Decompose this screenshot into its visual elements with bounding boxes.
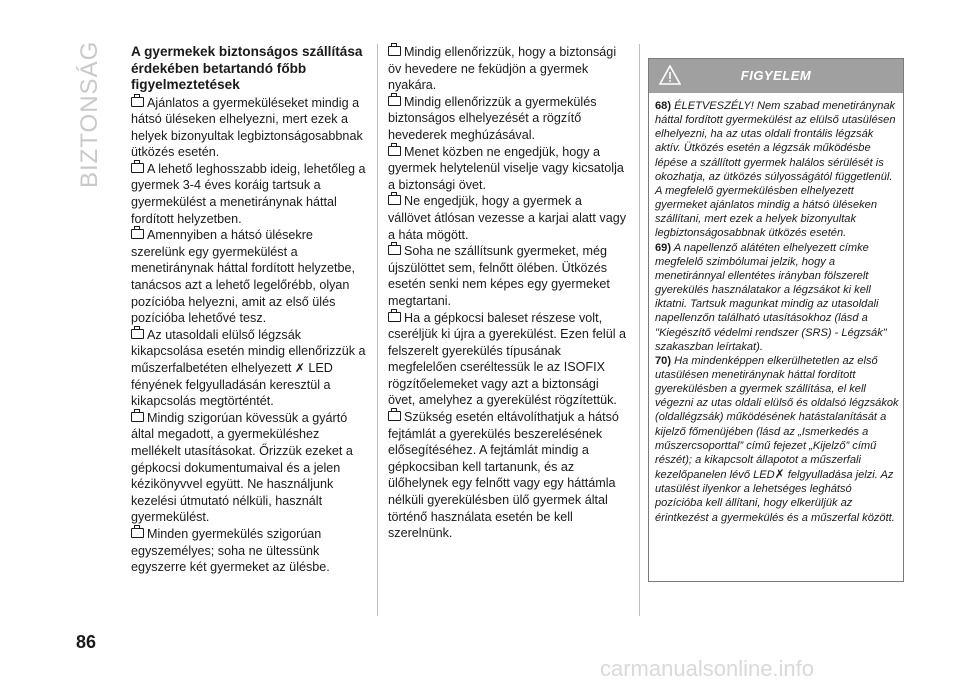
section-heading: A gyermekek biztonságos szállítása érdekében betartandó főbb figyelmeztetések <box>131 44 363 92</box>
warning-item: 70) Ha mindenképpen elkerülhetetlen az első utasülésen menetiránynak háttal fordított gyerekülésben a gyermek szállítása, el kell végezni az utas oldali elülső és oldalsó légzsákok (oldallégzsák) működésének hatástalanítását a kijelző főmenüjében (lásd az „Ismerkedés a műszercsoporttal” című fejezet „Kijelző” című részét); a kikapcsolt állapotot a műszerfali kezelőpanelen lévő LED✗ felgyulladása jelzi. Az utasülést ilyenkor a lehetséges leghátsó pozícióba kell állítani, hogy elkerüljük az érintkezést a gyermekülés és a műszerfal között. <box>655 354 899 524</box>
column-2 <box>388 44 628 542</box>
bullet-paragraph: Soha ne szállítsunk gyermeket, még újszülöttet sem, felnőtt ölében. Ütközés esetén senki nem képes egy gyermeket megtartani. <box>388 244 610 308</box>
bullet-paragraph: Ha a gépkocsi baleset részese volt, cseréljük ki újra a gyerekülést. Ezen felül a felszerelt gyerekülés típusának megfelelően cseréltessük le az ISOFIX rögzítőelemeket vagy azt a biztonsági övet, amelyhez a gyerekülést rögzítettük. <box>388 310 626 408</box>
warning-item: 68) ÉLETVESZÉLY! Nem szabad menetiránynak háttal fordított gyermekülést az elülső utasülésen elhelyezni, ha az utas oldali frontális légzsák aktív. Ütközés esetén a légzsák működésbe lépése a szállított gyermek halálos sérülését is okozhatja, az ütközés súlyosságától függetlenül. A megfelelő gyermekülésben elhelyezett gyermeket ajánlatos mindig a hátsó üléseken szállítani, mert ezek a helyek bizonyultak legbiztonságosabbnak ütközés esetén. <box>655 100 896 240</box>
column-divider <box>639 44 640 616</box>
watermark: carmanualsonline.info <box>600 656 815 681</box>
child-seat-icon <box>131 412 144 422</box>
child-seat-icon <box>131 97 144 107</box>
bullet-paragraph: A lehető leghosszabb ideig, lehetőleg a gyermek 3-4 éves koráig tartsuk a gyermekülést a menetiránynak háttal fordított helyzetben. <box>131 161 366 226</box>
child-seat-icon <box>388 146 401 156</box>
airbag-off-icon: ✗ <box>294 361 305 375</box>
child-seat-icon <box>388 245 401 255</box>
child-seat-icon <box>388 195 401 205</box>
bullet-paragraph: Szükség esetén eltávolíthatjuk a hátsó fejtámlát a gyerekülés beszerelésének elősegítéséhez. A fejtámlát mindig a gépkocsiban kell tartanunk, és az ülőhelynek egy felnőtt vagy egy háttámla nélküli gyerekülésben ülő gyermek által történő használata esetén be kell szerelnünk. <box>388 410 619 541</box>
child-seat-icon <box>388 46 401 56</box>
child-seat-icon <box>131 229 144 239</box>
page-number: 86 <box>76 632 97 652</box>
bullet-paragraph: Az utasoldali elülső légzsák kikapcsolása esetén mindig ellenőrizzük a műszerfalbetéten elhelyezett ✗ LED fényének felgyulladásán keresztül a kikapcsolás megtörténtét. <box>131 327 366 409</box>
bullet-paragraph: Minden gyermekülés szigorúan egyszemélyes; soha ne ültessünk egyszerre két gyermeket az ülésbe. <box>131 526 330 575</box>
child-seat-icon <box>388 96 401 106</box>
child-seat-icon <box>388 312 401 322</box>
warning-header <box>649 59 903 93</box>
child-seat-icon <box>388 411 401 421</box>
warning-item: 69) A napellenző alátéten elhelyezett címke megfelelő szimbólumai jelzik, hogy a menetiránnyal ellentétes irányban fölszerelt gyerekülés használatakor a légzsákot ki kell iktatni. Tartsuk magunkat mindig az utasoldali napellenzőn található utasításokhoz (lásd a "Kiegészítő védelmi rendszer (SRS) - Légzsák" szakaszban leírtakat). <box>655 241 887 353</box>
bullet-paragraph: Mindig ellenőrizzük, hogy a biztonsági öv hevedere ne feküdjön a gyermek nyakára. <box>388 45 617 93</box>
section-side-tab <box>72 40 112 188</box>
bullet-paragraph: Amennyiben a hátsó ülésekre szerelünk egy gyermekülést a menetiránynak háttal fordított helyzetbe, tanácsos azt a lehető legelőrébb, olyan pozícióba helyezni, amit az első ülés pozícióba lehetővé tesz. <box>131 228 356 326</box>
section-side-tab-label: BIZTONSÁG <box>76 40 103 188</box>
child-seat-icon <box>131 163 144 173</box>
warning-title: FIGYELEM <box>740 68 812 83</box>
column-divider <box>377 44 378 616</box>
child-seat-icon <box>131 329 144 339</box>
warning-body <box>649 93 903 525</box>
bullet-paragraph: Ne engedjük, hogy a gyermek a vállövet átlósan vezesse a karjai alatt vagy a háta mögött. <box>388 194 627 242</box>
airbag-off-icon: ✗ <box>774 467 785 482</box>
bullet-paragraph: Mindig ellenőrizzük a gyermekülés biztonságos elhelyezését a rögzítő hevederek meghúzásával. <box>388 94 597 142</box>
column-1 <box>131 44 367 576</box>
bullet-paragraph: Mindig szigorúan kövessük a gyártó által megadott, a gyermeküléshez mellékelt utasításokat. Őrizzük ezeket a gépkocsi dokumentumaival és a jelen kézikönyvvel együtt. Ne használjunk kezelési útmutató nélküli, használt gyermekülést. <box>131 410 353 525</box>
bullet-paragraph: Ajánlatos a gyermeküléseket mindig a hátsó üléseken elhelyezni, mert ezek a helyek bizonyultak legbiztonságosabbnak ütközés esetén. <box>131 95 363 160</box>
child-seat-icon <box>131 528 144 538</box>
bullet-paragraph: Menet közben ne engedjük, hogy a gyermek helytelenül viselje vagy kicsatolja a biztonsági övet. <box>388 144 624 192</box>
warning-box <box>648 58 904 582</box>
